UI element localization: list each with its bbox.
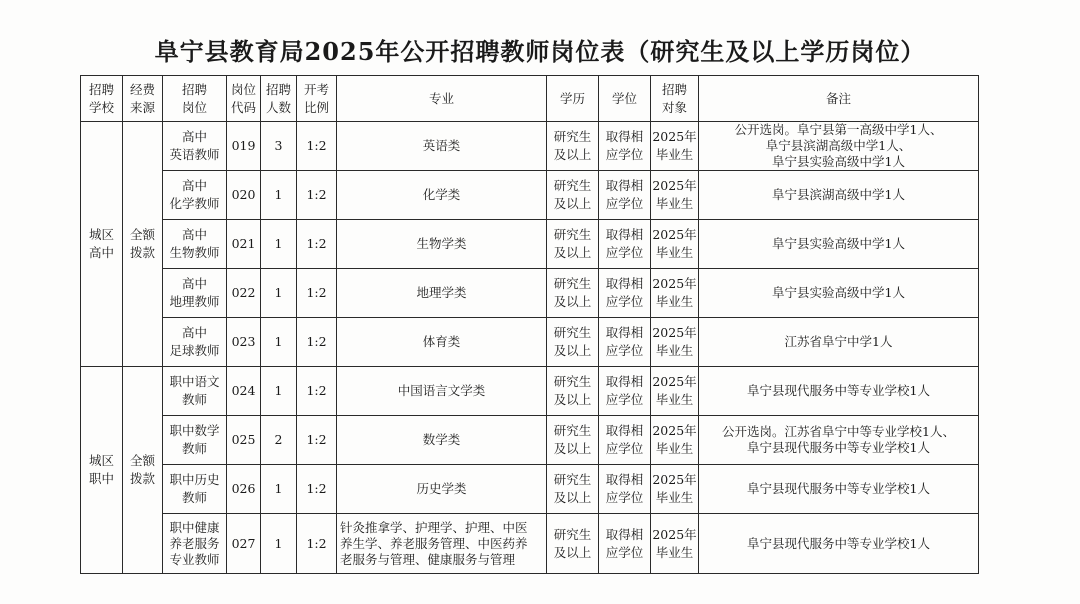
- group-school-cell: 城区 职中: [81, 367, 123, 574]
- degree-cell: 取得相 应学位: [599, 269, 651, 318]
- count-cell: 3: [261, 122, 297, 171]
- target-cell: 2025年 毕业生: [651, 269, 699, 318]
- note-cell: 江苏省阜宁中学1人: [699, 318, 979, 367]
- ratio-cell: 1:2: [297, 318, 337, 367]
- major-cell: 地理学类: [337, 269, 547, 318]
- degree-cell: 取得相 应学位: [599, 465, 651, 514]
- note-cell: 阜宁县滨湖高级中学1人: [699, 171, 979, 220]
- note-cell: 阜宁县现代服务中等专业学校1人: [699, 367, 979, 416]
- degree-cell: 取得相 应学位: [599, 171, 651, 220]
- code-cell: 023: [227, 318, 261, 367]
- note-cell: 公开选岗。江苏省阜宁中等专业学校1人、 阜宁县现代服务中等专业学校1人: [699, 416, 979, 465]
- note-cell: 公开选岗。阜宁县第一高级中学1人、 阜宁县滨湖高级中学1人、 阜宁县实验高级中学1人: [699, 122, 979, 171]
- count-cell: 1: [261, 220, 297, 269]
- target-cell: 2025年 毕业生: [651, 318, 699, 367]
- header-note: 备注: [699, 76, 979, 122]
- ratio-cell: 1:2: [297, 416, 337, 465]
- degree-cell: 取得相 应学位: [599, 514, 651, 574]
- code-cell: 025: [227, 416, 261, 465]
- ratio-cell: 1:2: [297, 465, 337, 514]
- edu-cell: 研究生 及以上: [547, 220, 599, 269]
- count-cell: 1: [261, 171, 297, 220]
- table-row: [81, 171, 979, 220]
- count-cell: 1: [261, 465, 297, 514]
- degree-cell: 取得相 应学位: [599, 367, 651, 416]
- post-cell: 职中数学 教师: [163, 416, 227, 465]
- ratio-cell: 1:2: [297, 220, 337, 269]
- degree-cell: 取得相 应学位: [599, 122, 651, 171]
- post-cell: 高中 英语教师: [163, 122, 227, 171]
- post-cell: 高中 足球教师: [163, 318, 227, 367]
- major-cell: 体育类: [337, 318, 547, 367]
- header-post: 招聘 岗位: [163, 76, 227, 122]
- post-cell: 职中语文 教师: [163, 367, 227, 416]
- table-row: [81, 122, 979, 171]
- post-cell: 职中健康 养老服务 专业教师: [163, 514, 227, 574]
- ratio-cell: 1:2: [297, 122, 337, 171]
- code-cell: 020: [227, 171, 261, 220]
- group-school-cell: 城区 高中: [81, 122, 123, 367]
- job-table: [80, 75, 979, 574]
- edu-cell: 研究生 及以上: [547, 465, 599, 514]
- post-cell: 职中历史 教师: [163, 465, 227, 514]
- ratio-cell: 1:2: [297, 514, 337, 574]
- major-cell: 针灸推拿学、护理学、护理、中医 养生学、养老服务管理、中医药养 老服务与管理、健康服务与管理: [337, 514, 547, 574]
- count-cell: 2: [261, 416, 297, 465]
- target-cell: 2025年 毕业生: [651, 514, 699, 574]
- header-degree: 学位: [599, 76, 651, 122]
- major-cell: 生物学类: [337, 220, 547, 269]
- code-cell: 022: [227, 269, 261, 318]
- ratio-cell: 1:2: [297, 269, 337, 318]
- major-cell: 数学类: [337, 416, 547, 465]
- major-cell: 化学类: [337, 171, 547, 220]
- table-row: [81, 318, 979, 367]
- degree-cell: 取得相 应学位: [599, 318, 651, 367]
- header-count: 招聘 人数: [261, 76, 297, 122]
- header-major: 专业: [337, 76, 547, 122]
- document-title: 阜宁县教育局2025年公开招聘教师岗位表（研究生及以上学历岗位）: [154, 37, 926, 66]
- group-fund-cell: 全额 拨款: [123, 122, 163, 367]
- table-row: [81, 416, 979, 465]
- target-cell: 2025年 毕业生: [651, 465, 699, 514]
- table-row: [81, 367, 979, 416]
- post-cell: 高中 地理教师: [163, 269, 227, 318]
- target-cell: 2025年 毕业生: [651, 220, 699, 269]
- header-ratio: 开考 比例: [297, 76, 337, 122]
- header-edu: 学历: [547, 76, 599, 122]
- edu-cell: 研究生 及以上: [547, 318, 599, 367]
- note-cell: 阜宁县现代服务中等专业学校1人: [699, 514, 979, 574]
- table-row: [81, 269, 979, 318]
- major-cell: 历史学类: [337, 465, 547, 514]
- note-cell: 阜宁县实验高级中学1人: [699, 220, 979, 269]
- degree-cell: 取得相 应学位: [599, 220, 651, 269]
- post-cell: 高中 化学教师: [163, 171, 227, 220]
- code-cell: 024: [227, 367, 261, 416]
- table-row: [81, 514, 979, 574]
- code-cell: 021: [227, 220, 261, 269]
- post-cell: 高中 生物教师: [163, 220, 227, 269]
- major-cell: 中国语言文学类: [337, 367, 547, 416]
- target-cell: 2025年 毕业生: [651, 171, 699, 220]
- ratio-cell: 1:2: [297, 367, 337, 416]
- count-cell: 1: [261, 367, 297, 416]
- count-cell: 1: [261, 318, 297, 367]
- edu-cell: 研究生 及以上: [547, 171, 599, 220]
- header-fund: 经费 来源: [123, 76, 163, 122]
- code-cell: 027: [227, 514, 261, 574]
- edu-cell: 研究生 及以上: [547, 122, 599, 171]
- note-cell: 阜宁县实验高级中学1人: [699, 269, 979, 318]
- note-cell: 阜宁县现代服务中等专业学校1人: [699, 465, 979, 514]
- code-cell: 026: [227, 465, 261, 514]
- target-cell: 2025年 毕业生: [651, 122, 699, 171]
- major-cell: 英语类: [337, 122, 547, 171]
- degree-cell: 取得相 应学位: [599, 416, 651, 465]
- header-target: 招聘 对象: [651, 76, 699, 122]
- table-header-row: [81, 76, 979, 122]
- edu-cell: 研究生 及以上: [547, 416, 599, 465]
- header-code: 岗位 代码: [227, 76, 261, 122]
- table-row: [81, 465, 979, 514]
- group-fund-cell: 全额 拨款: [123, 367, 163, 574]
- count-cell: 1: [261, 514, 297, 574]
- code-cell: 019: [227, 122, 261, 171]
- target-cell: 2025年 毕业生: [651, 367, 699, 416]
- table-row: [81, 220, 979, 269]
- edu-cell: 研究生 及以上: [547, 514, 599, 574]
- edu-cell: 研究生 及以上: [547, 367, 599, 416]
- ratio-cell: 1:2: [297, 171, 337, 220]
- count-cell: 1: [261, 269, 297, 318]
- edu-cell: 研究生 及以上: [547, 269, 599, 318]
- header-school: 招聘 学校: [81, 76, 123, 122]
- target-cell: 2025年 毕业生: [651, 416, 699, 465]
